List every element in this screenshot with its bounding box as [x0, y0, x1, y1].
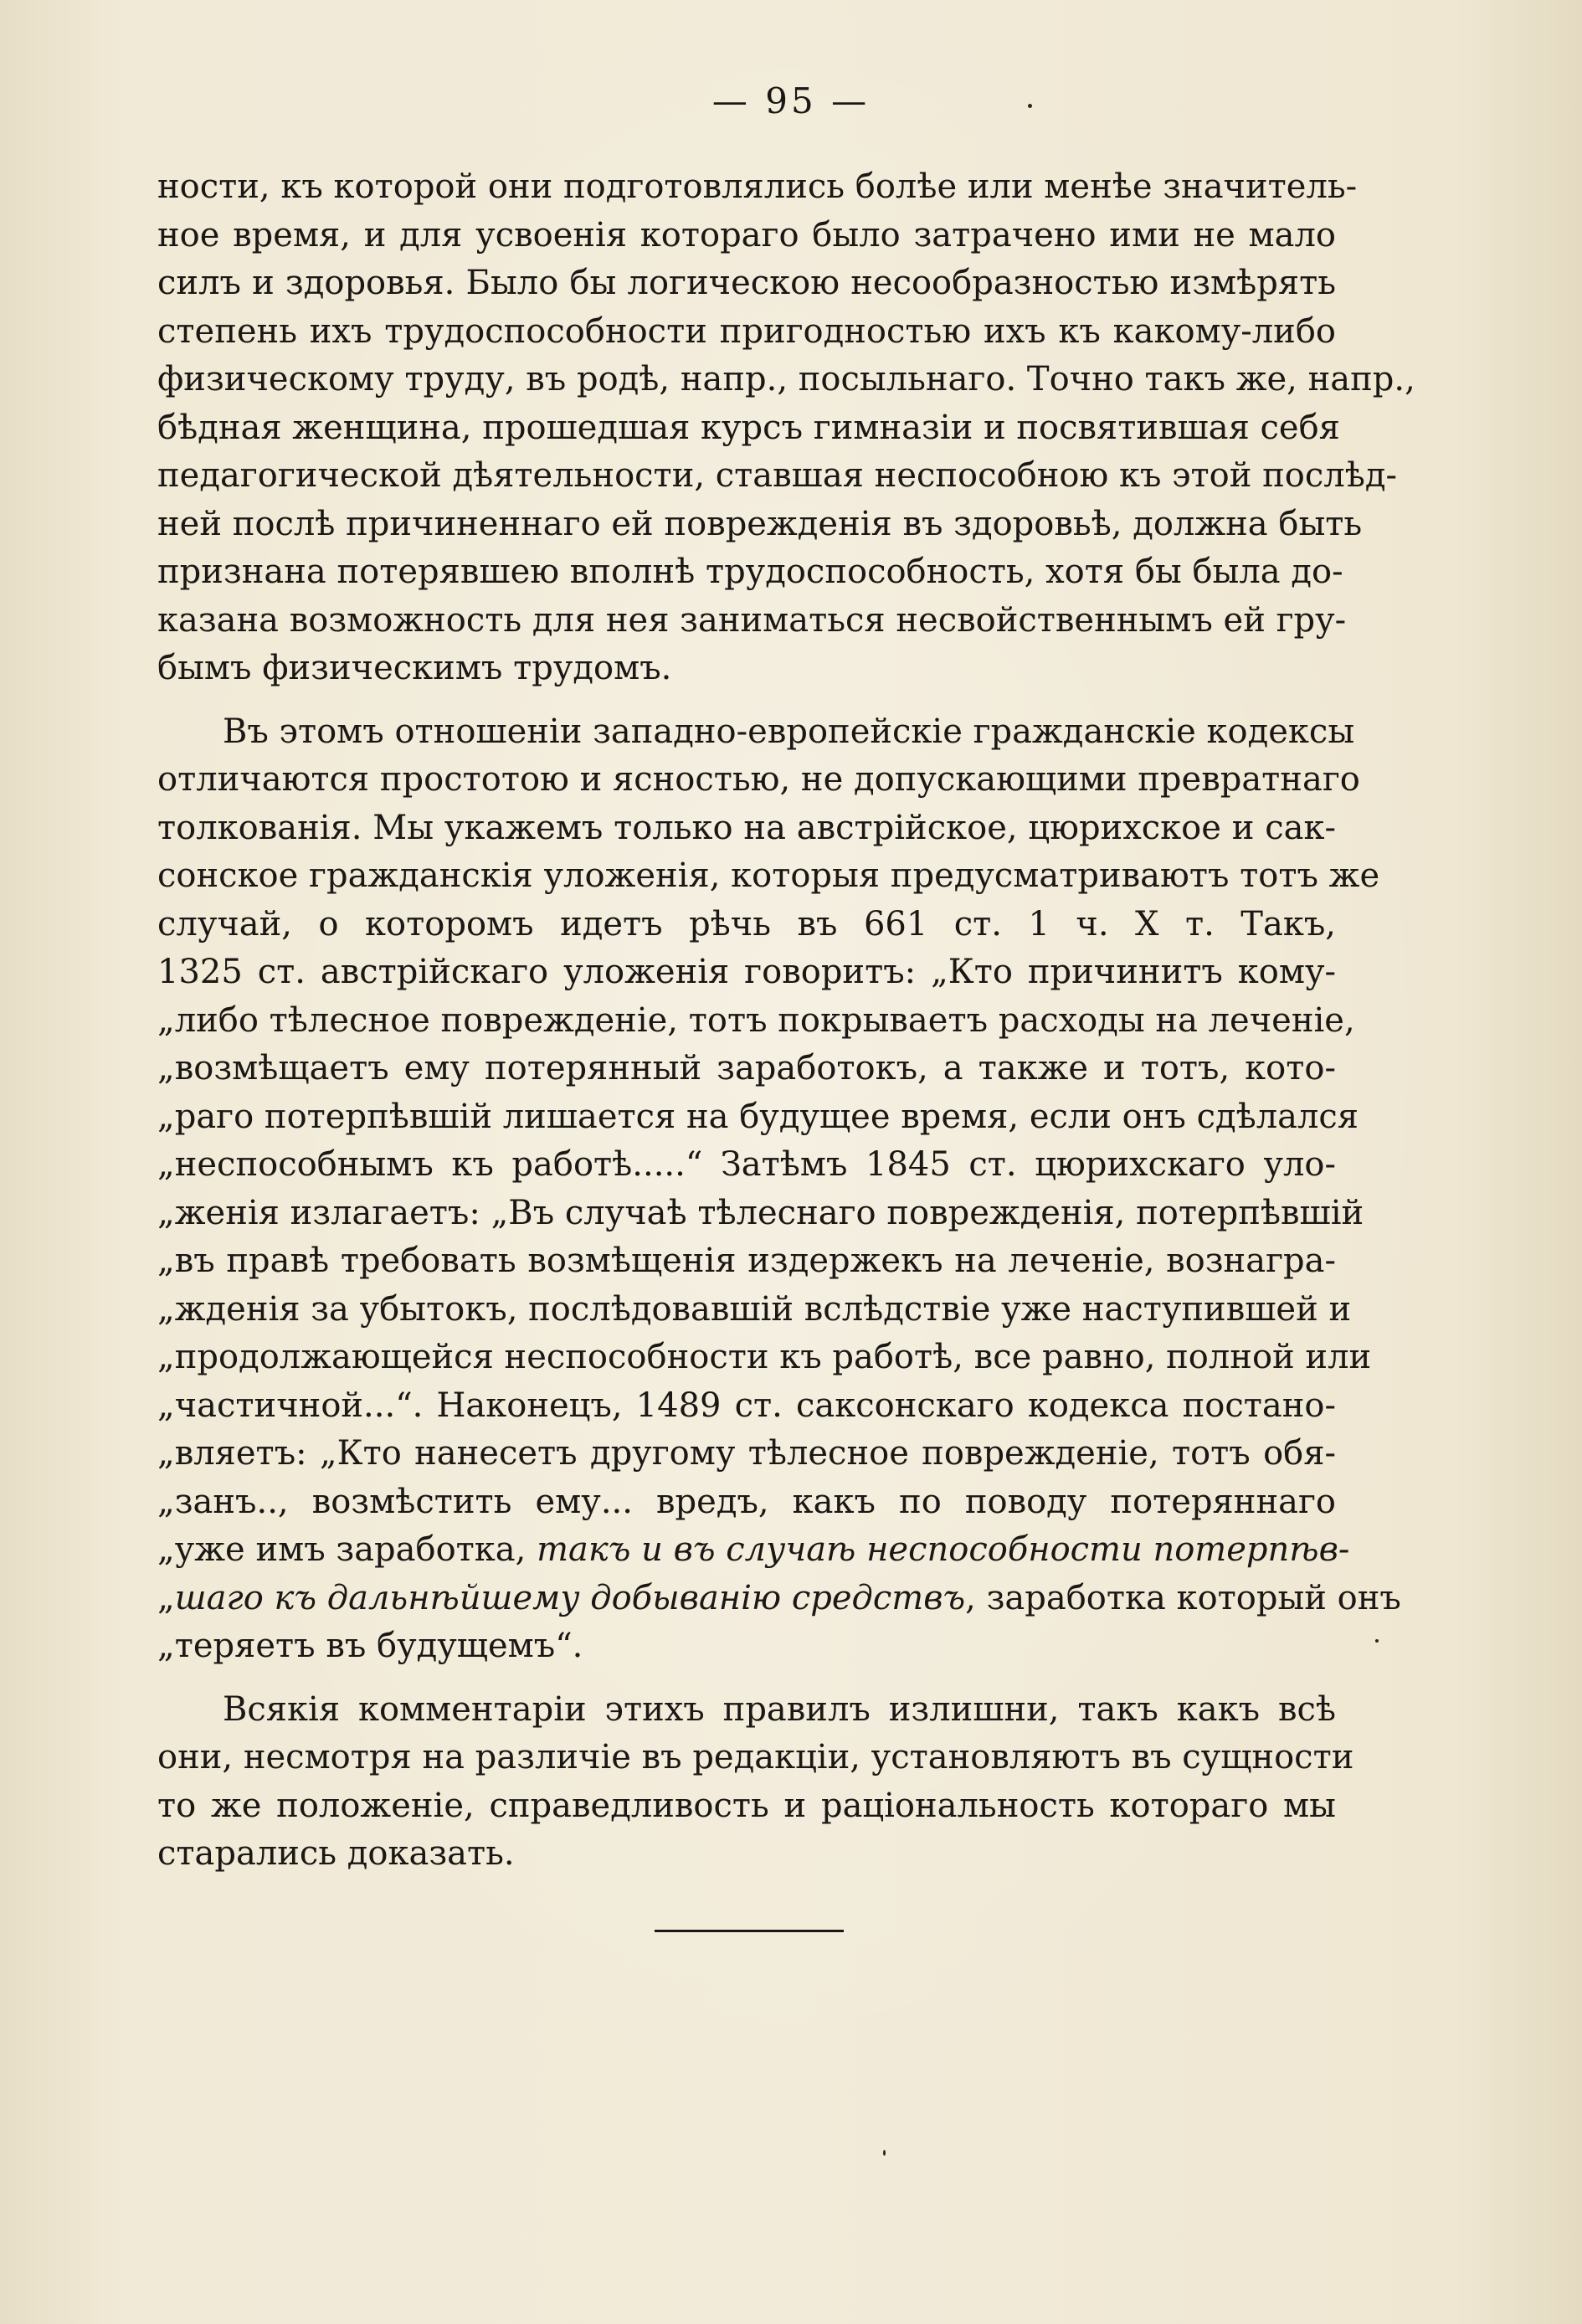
text-line: ное время, и для усвоенія котораго было затрачено ими не мало [157, 215, 1336, 255]
italic-emphasis: шаго къ дальнѣйшему добыванію средствъ [174, 1578, 966, 1617]
text-line: „занъ.., возмѣстить ему... вредъ, какъ по поводу потеряннаго [157, 1482, 1336, 1521]
text-line: случай, о которомъ идетъ рѣчь въ 661 ст. 1 ч. X т. Такъ, [157, 904, 1336, 943]
text-line: казана возможность для нея заниматься несвойственнымъ ей гру- [157, 600, 1347, 640]
text-line: „теряетъ въ будущемъ“. [157, 1627, 583, 1665]
italic-emphasis: такъ и въ случаѣ неспособности потерпѣв- [537, 1530, 1350, 1569]
text-line: „раго потерпѣвшій лишается на будущее время, если онъ сдѣлался [157, 1097, 1359, 1136]
scan-speck [883, 2150, 886, 2156]
text-line: признана потерявшею вполнѣ трудоспособность, хотя бы была до- [157, 553, 1343, 591]
scan-speck [1375, 1639, 1379, 1643]
text-line: „неспособнымъ къ работѣ.....“ Затѣмъ 1845 ст. цюрихскаго уло- [157, 1145, 1336, 1184]
text-line: Всякія комментаріи этихъ правилъ излишни, такъ какъ всѣ [223, 1689, 1336, 1729]
text-line: „вляетъ: „Кто нанесетъ другому тѣлесное поврежденіе, тотъ обя- [157, 1434, 1336, 1473]
text-line: „женія излагаетъ: „Въ случаѣ тѣлеснаго поврежденія, потерпѣвшій [157, 1193, 1364, 1232]
text-line-mixed [157, 1575, 1401, 1623]
text-line: „возмѣщаетъ ему потерянный заработокъ, а также и тотъ, кото- [157, 1049, 1336, 1087]
text-line-mixed [157, 1526, 1350, 1575]
scan-speck [1028, 104, 1032, 108]
text-line: физическому труду, въ родѣ, напр., посыльнаго. Точно такъ же, напр., [157, 360, 1415, 398]
text-line: „частичной...“. Наконецъ, 1489 ст. саксонскаго кодекса постано- [157, 1386, 1336, 1425]
text-line: силъ и здоровья. Было бы логическою несообразностью измѣрять [157, 264, 1336, 302]
text-line: „либо тѣлесное поврежденіе, тотъ покрываетъ расходы на леченіе, [157, 1000, 1355, 1040]
text-line: старались доказать. [157, 1834, 515, 1873]
text-line: „продолжающейся неспособности къ работѣ, все равно, полной или [157, 1338, 1372, 1376]
text-line: они, несмотря на различіе въ редакціи, установляютъ въ сущности [157, 1738, 1354, 1776]
text-line: ней послѣ причиненнаго ей поврежденія въ здоровьѣ, должна быть [157, 504, 1363, 543]
text-segment: „уже имъ заработка, [157, 1530, 537, 1569]
text-line: бымъ физическимъ трудомъ. [157, 649, 672, 687]
page-number: — 95 — [711, 80, 871, 121]
text-line: 1325 ст. австрійскаго уложенія говоритъ: „Кто причинитъ кому- [157, 953, 1336, 991]
text-line: степень ихъ трудоспособности пригодностью ихъ къ какому-либо [157, 311, 1336, 351]
section-end-rule [655, 1930, 844, 1932]
text-line: отличаются простотою и ясностью, не допускающими превратнаго [157, 760, 1360, 799]
text-segment: , заработка который онъ [965, 1578, 1401, 1617]
body-text [157, 163, 1415, 1879]
text-line: ности, къ которой они подготовлялись болѣе или менѣе значитель- [157, 167, 1358, 206]
paragraph-2 [157, 708, 1401, 1671]
paragraph-1 [157, 163, 1415, 693]
text-line: „жденія за убытокъ, послѣдовавшій вслѣдствіе уже наступившей и [157, 1289, 1352, 1329]
text-line: то же положеніе, справедливость и раціональность котораго мы [157, 1786, 1336, 1825]
text-line: педагогической дѣятельности, ставшая неспособною къ этой послѣд- [157, 456, 1397, 495]
paragraph-3 [157, 1686, 1354, 1879]
text-segment: „ [157, 1578, 175, 1617]
text-line: „въ правѣ требовать возмѣщенія издержекъ на леченіе, вознагра- [157, 1242, 1336, 1280]
text-line: сонское гражданскія уложенія, которыя предусматриваютъ тотъ же [157, 856, 1380, 895]
text-line: Въ этомъ отношеніи западно-европейскіе гражданскіе кодексы [223, 712, 1355, 751]
text-line: бѣдная женщина, прошедшая курсъ гимназіи и посвятившая себя [157, 408, 1340, 447]
text-line: толкованія. Мы укажемъ только на австрійское, цюрихское и сак- [157, 808, 1336, 847]
